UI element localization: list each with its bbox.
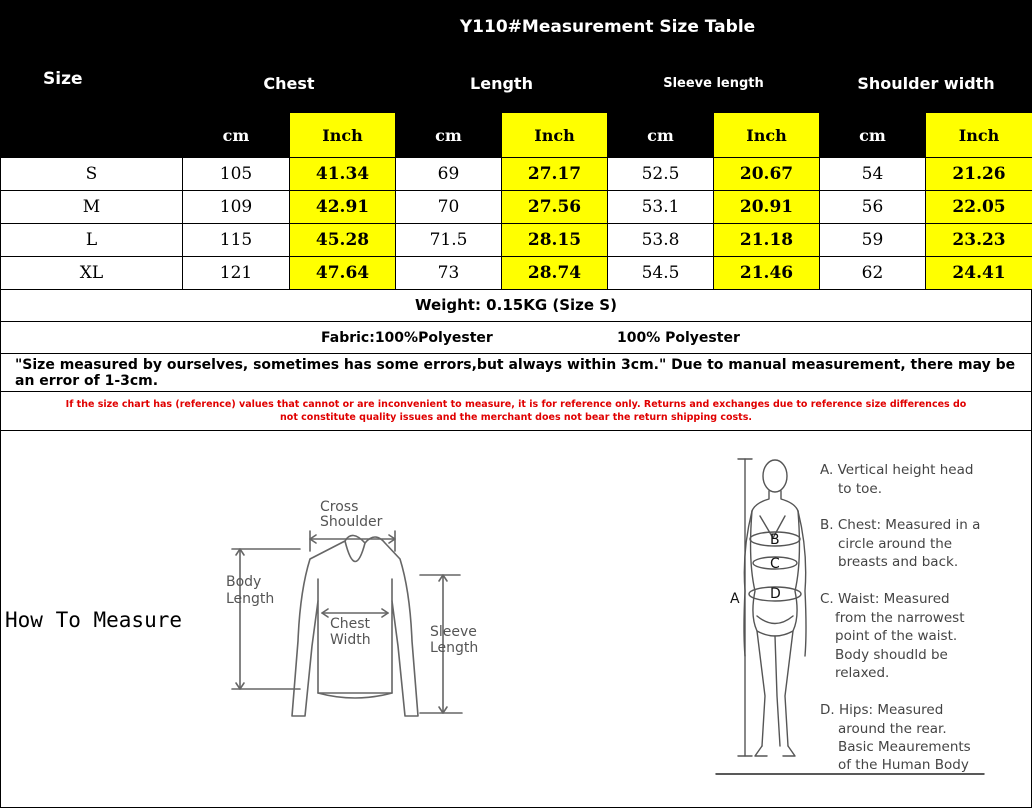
unit-inch: Inch <box>290 113 396 158</box>
table-cell: 53.1 <box>608 191 714 224</box>
note-c-line2: from the narrowest <box>835 610 965 626</box>
unit-cm: cm <box>183 113 290 158</box>
group-shoulder-width: Shoulder width <box>820 54 1032 113</box>
note-b-line1: B. Chest: Measured in a <box>820 517 981 533</box>
table-cell: 27.17 <box>502 158 608 191</box>
table-cell: 69 <box>396 158 502 191</box>
note-b-line2: circle around the <box>838 536 953 552</box>
measurement-note: "Size measured by ourselves, sometimes has some errors,but always within 3cm." Due to manual measurement, there may be an error of 1-3cm. <box>0 354 1032 392</box>
table-cell: 41.34 <box>290 158 396 191</box>
how-to-measure-label: How To Measure <box>5 608 183 632</box>
table-cell: 22.05 <box>926 191 1032 224</box>
table-cell: 21.18 <box>714 224 820 257</box>
table-cell: 109 <box>183 191 290 224</box>
unit-cm: cm <box>608 113 714 158</box>
table-row-xl <box>1 257 1032 290</box>
table-row-s <box>1 158 1032 191</box>
unit-cm: cm <box>396 113 502 158</box>
table-cell: 52.5 <box>608 158 714 191</box>
label-chest: Chest <box>330 616 371 632</box>
body-letter-d: D <box>770 586 781 602</box>
note-a-line1: A. Vertical height head <box>820 462 974 478</box>
table-cell: 62 <box>820 257 926 290</box>
group-chest: Chest <box>183 54 396 113</box>
table-cell: 54 <box>820 158 926 191</box>
group-sleeve-length: Sleeve length <box>608 54 820 113</box>
table-cell: 56 <box>820 191 926 224</box>
note-c-line3: point of the waist. <box>835 628 958 644</box>
body-letter-c: C <box>770 556 780 572</box>
unit-inch: Inch <box>502 113 608 158</box>
label-body: Body <box>226 574 262 590</box>
fabric-label: Fabric:100%Polyester <box>321 329 493 346</box>
note-b-line3: breasts and back. <box>838 554 959 570</box>
table-cell: 71.5 <box>396 224 502 257</box>
note-c-line4: Body shoudld be <box>835 647 948 663</box>
note-d-line1: D. Hips: Measured <box>820 702 944 718</box>
group-length: Length <box>396 54 608 113</box>
table-title: Y110#Measurement Size Table <box>183 1 1032 54</box>
table-cell: 59 <box>820 224 926 257</box>
how-to-measure-section <box>0 431 1032 808</box>
unit-inch: Inch <box>714 113 820 158</box>
label-sleeve-length: Length <box>430 640 479 656</box>
table-cell: 28.15 <box>502 224 608 257</box>
table-cell: 47.64 <box>290 257 396 290</box>
table-cell: 45.28 <box>290 224 396 257</box>
label-width: Width <box>330 632 371 648</box>
table-cell: 105 <box>183 158 290 191</box>
unit-inch: Inch <box>926 113 1032 158</box>
label-cross: Cross <box>320 499 359 515</box>
reference-disclaimer: If the size chart has (reference) values that cannot or are inconvenient to measure, it is for reference only. Returns and exchanges due to reference size differences do not constitute quality issues and the merchant does not bear the return shipping costs. <box>0 392 1032 431</box>
body-letter-b: B <box>770 532 780 548</box>
table-cell: 20.67 <box>714 158 820 191</box>
note-d-line2: around the rear. <box>838 721 947 737</box>
size-table <box>0 0 1032 290</box>
table-cell: 121 <box>183 257 290 290</box>
table-cell: 54.5 <box>608 257 714 290</box>
label-sleeve: Sleeve <box>430 624 477 640</box>
row-size-label: XL <box>1 257 183 290</box>
table-cell: 23.23 <box>926 224 1032 257</box>
table-cell: 24.41 <box>926 257 1032 290</box>
table-cell: 28.74 <box>502 257 608 290</box>
table-cell: 27.56 <box>502 191 608 224</box>
note-c-line5: relaxed. <box>835 665 890 681</box>
fabric-info <box>0 322 1032 354</box>
note-a-line2: to toe. <box>838 481 882 497</box>
table-row-l <box>1 224 1032 257</box>
body-measure-diagram <box>0 431 1032 808</box>
table-cell: 73 <box>396 257 502 290</box>
row-size-label: L <box>1 224 183 257</box>
fabric-value: 100% Polyester <box>617 329 740 346</box>
body-letter-a: A <box>730 591 740 607</box>
weight-info: Weight: 0.15KG (Size S) <box>0 289 1032 322</box>
table-cell: 115 <box>183 224 290 257</box>
note-d-line4: of the Human Body <box>838 757 969 773</box>
table-cell: 20.91 <box>714 191 820 224</box>
table-row-m <box>1 191 1032 224</box>
table-cell: 21.26 <box>926 158 1032 191</box>
row-size-label: S <box>1 158 183 191</box>
label-shoulder: Shoulder <box>320 514 383 530</box>
label-body-length: Length <box>226 591 275 607</box>
note-c-line1: C. Waist: Measured <box>820 591 950 607</box>
table-cell: 42.91 <box>290 191 396 224</box>
unit-cm: cm <box>820 113 926 158</box>
table-cell: 21.46 <box>714 257 820 290</box>
row-size-label: M <box>1 191 183 224</box>
table-cell: 70 <box>396 191 502 224</box>
size-header: Size <box>1 1 183 158</box>
table-cell: 53.8 <box>608 224 714 257</box>
note-d-line3: Basic Meaurements <box>838 739 971 755</box>
